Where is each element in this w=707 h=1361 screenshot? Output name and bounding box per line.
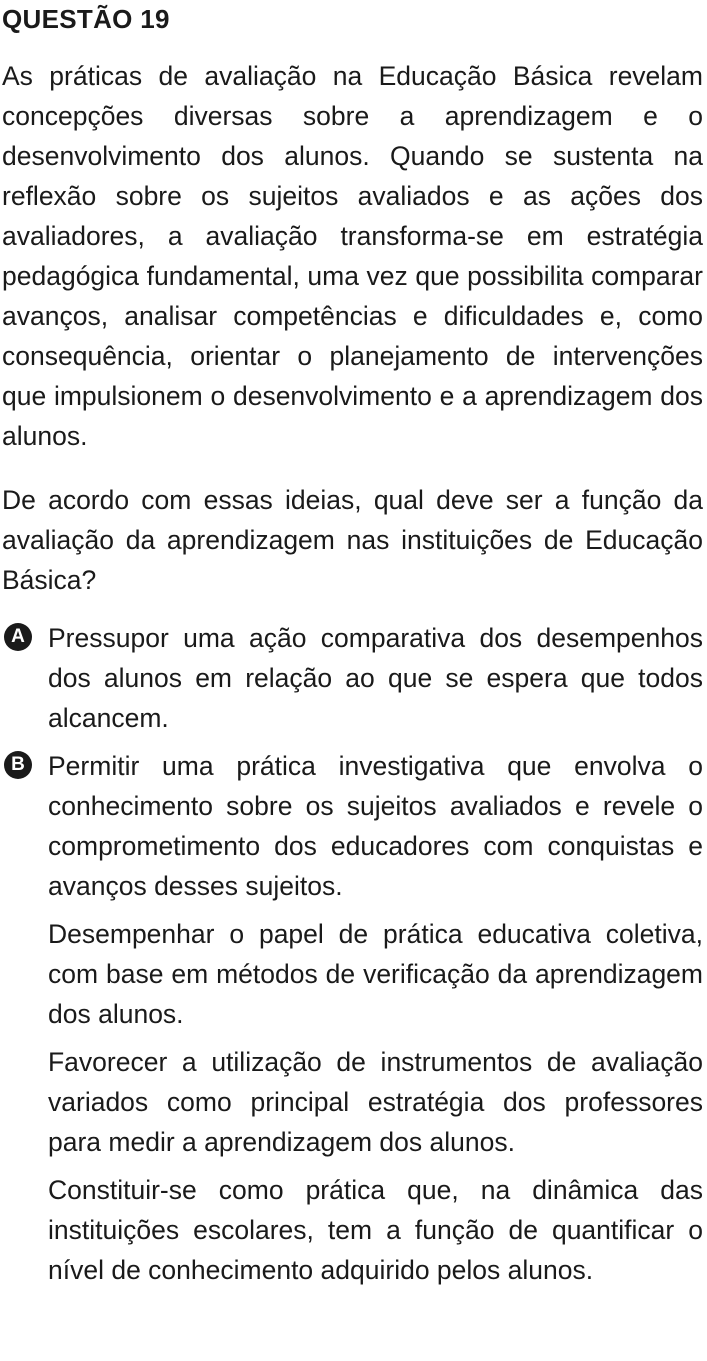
option-b-letter-icon: B	[4, 751, 32, 779]
option-a-text: Pressupor uma ação comparativa dos desempenhos dos alunos em relação ao que se espera que todos alcancem.	[48, 623, 703, 733]
option-d-text: Favorecer a utilização de instrumentos de avaliação variados como principal estratégia dos professores para medir a aprendizagem dos alunos.	[48, 1047, 703, 1157]
question-title: QUESTÃO 19	[2, 4, 170, 34]
option-b[interactable]	[2, 746, 703, 906]
option-c[interactable]	[2, 914, 703, 1034]
answer-options	[2, 618, 703, 1290]
option-b-text: Permitir uma prática investigativa que envolva o conhecimento sobre os sujeitos avaliados e revele o comprometimento dos educadores com conquistas e avanços desses sujeitos.	[48, 751, 703, 901]
option-e-text: Constituir-se como prática que, na dinâmica das instituições escolares, tem a função de quantificar o nível de conhecimento adquirido pelos alunos.	[48, 1175, 703, 1285]
option-d[interactable]	[2, 1042, 703, 1162]
option-e[interactable]	[2, 1170, 703, 1290]
option-a-letter-icon: A	[4, 623, 32, 651]
intro-paragraph: As práticas de avaliação na Educação Básica revelam concepções diversas sobre a aprendizagem e o desenvolvimento dos alunos. Quando se sustenta na reflexão sobre os sujeitos avaliados e as ações dos avaliadores, a avaliação transforma-se em estratégia pedagógica fundamental, uma vez que possibilita comparar avanços, analisar competências e dificuldades e, como consequência, orientar o planejamento de intervenções que impulsionem o desenvolvimento e a aprendizagem dos alunos.	[2, 61, 703, 451]
option-a[interactable]	[2, 618, 703, 738]
option-c-text: Desempenhar o papel de prática educativa coletiva, com base em métodos de verificação da aprendizagem dos alunos.	[48, 919, 703, 1029]
question-prompt: De acordo com essas ideias, qual deve ser a função da avaliação da aprendizagem nas instituições de Educação Básica?	[2, 485, 703, 595]
